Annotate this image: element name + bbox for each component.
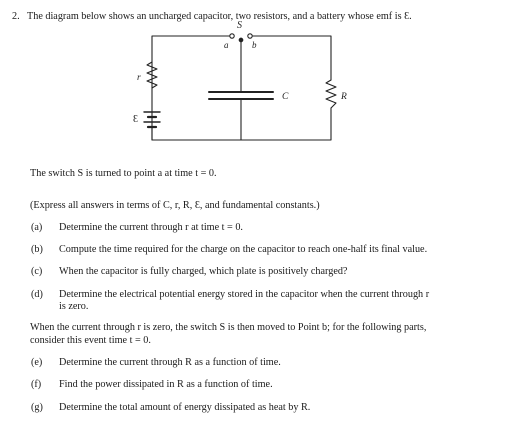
wire-left-top [152, 36, 229, 140]
transition-line-1: When the current through r is zero, the switch S is then moved to Point b; for the following parts, [30, 322, 427, 333]
part-d-letter: (d) [31, 289, 43, 300]
part-a-letter: (a) [31, 222, 43, 233]
part-e-text: Determine the current through R as a function of time. [59, 357, 281, 368]
part-b-text: Compute the time required for the charge on the capacitor to reach one-half its final value. [59, 244, 428, 255]
part-e-letter: (e) [31, 357, 43, 368]
part-f-text: Find the power dissipated in R as a function of time. [59, 379, 273, 390]
part-d-text: Determine the electrical potential energy stored in the capacitor when the current through r [59, 289, 430, 300]
circuit-diagram [0, 0, 514, 170]
part-g-letter: (g) [31, 402, 43, 413]
label-resistor-R: R [341, 92, 347, 102]
label-emf: Ɛ [133, 114, 139, 125]
part-b-letter: (b) [31, 244, 43, 255]
express-note: (Express all answers in terms of C, r, R, Ɛ, and fundamental constants.) [30, 200, 320, 211]
problem-intro: The diagram below shows an uncharged capacitor, two resistors, and a battery whose emf is Ɛ. [27, 11, 412, 22]
part-d-text-continued: is zero. [59, 301, 89, 312]
part-c-text: When the capacitor is fully charged, which plate is positively charged? [59, 266, 348, 277]
transition-line-2: consider this event time t = 0. [30, 335, 151, 346]
label-capacitor-C: C [282, 92, 289, 102]
part-f-letter: (f) [31, 379, 42, 390]
resistor-R-zigzag [326, 80, 336, 108]
switch-pivot [239, 38, 243, 42]
switch-statement: The switch S is turned to point a at time t = 0. [30, 168, 217, 179]
part-g-text: Determine the total amount of energy dissipated as heat by R. [59, 402, 311, 413]
wire-bottom [152, 108, 331, 140]
label-switch-S: S [237, 20, 242, 31]
terminal-a [230, 34, 234, 38]
label-point-b: b [252, 40, 257, 50]
wire-right-top [253, 36, 331, 80]
problem-number: 2. [12, 11, 20, 22]
label-point-a: a [224, 40, 229, 50]
part-a-text: Determine the current through r at time t = 0. [59, 222, 243, 233]
part-c-letter: (c) [31, 266, 43, 277]
label-resistor-r: r [137, 73, 141, 83]
terminal-b [248, 34, 252, 38]
resistor-r-zigzag [147, 62, 157, 88]
